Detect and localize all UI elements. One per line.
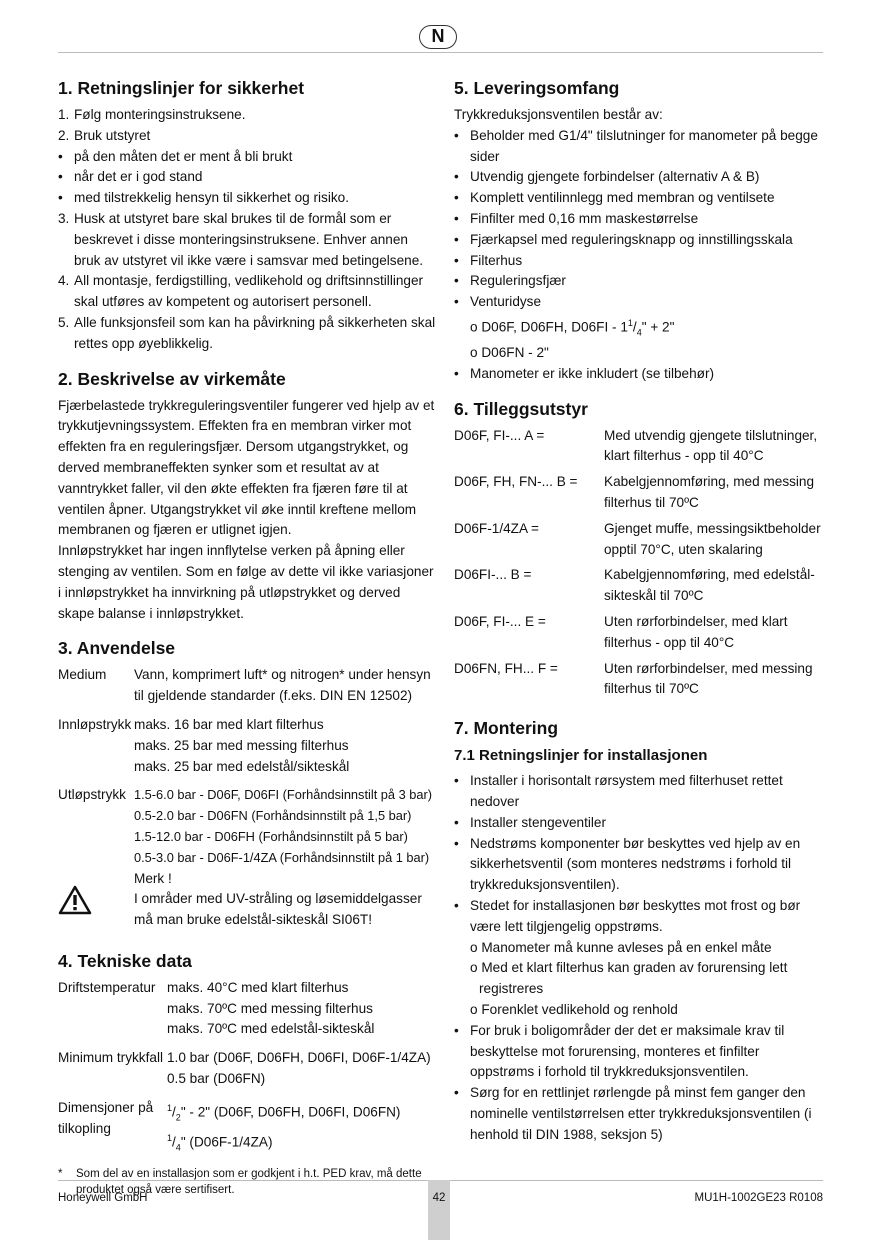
accessory-code: D06F, FI-... A = <box>454 427 545 443</box>
section-technical-data <box>58 949 438 1198</box>
list-item-text: Finfilter med 0,16 mm maskestørrelse <box>470 210 699 226</box>
section-6-title: 6. Tilleggsutstyr <box>454 398 588 419</box>
list-marker: • <box>454 252 459 268</box>
temperature-value: maks. 40°C med klart filterhus <box>167 979 349 995</box>
right-column <box>454 76 824 1158</box>
sublist-item: o Forenklet vedlikehold og renhold <box>470 1001 678 1017</box>
accessory-code: D06F, FI-... E = <box>454 613 546 629</box>
list-item-text: med tilstrekkelig hensyn til sikkerhet og risiko. <box>74 190 350 206</box>
list-item <box>454 896 824 938</box>
list-item <box>454 251 824 272</box>
section-installation <box>454 716 824 1145</box>
inlet-pressure-values <box>134 715 438 777</box>
list-item-text: Komplett ventilinnlegg med membran og ventilsete <box>470 190 775 206</box>
delivery-intro: Trykkreduksjonsventilen består av: <box>454 107 663 122</box>
list-item-text: All montasje, ferdigstilling, vedlikehold og driftsinnstillinger skal utføres av kompetent og autorisert personell. <box>74 273 424 310</box>
section-3-title: 3. Anvendelse <box>58 638 176 659</box>
connection-size-label <box>58 1098 167 1158</box>
list-item <box>454 271 824 292</box>
venturi-option-text: o D06F, D06FH, D06FI - 1 <box>470 319 628 335</box>
accessory-description: Uten rørforbindelser, med messing filterhus til 70ºC <box>604 660 813 697</box>
list-item-text: Reguleringsfjær <box>470 273 566 289</box>
list-item <box>58 271 438 313</box>
accessory-description: Kabelgjennomføring, med edelstål-sikteskål til 70ºC <box>604 567 815 604</box>
pressure-drop-label: Minimum trykkfall <box>58 1050 163 1066</box>
list-item-text: på den måten det er ment å bli brukt <box>74 148 293 164</box>
temperature-value: maks. 70ºC med messing filterhus <box>167 1000 373 1016</box>
list-item <box>454 1021 824 1083</box>
accessory-row <box>454 472 824 514</box>
pressure-drop-values <box>167 1048 438 1090</box>
list-marker: 1. <box>58 107 70 122</box>
section-safety <box>58 76 438 355</box>
medium-value: Vann, komprimert luft* og nitrogen* under hensyn til gjeldende standarder (f.eks. DIN EN 12502) <box>134 667 431 704</box>
accessory-code: D06F-1/4ZA = <box>454 520 540 536</box>
outlet-value: 1.5-6.0 bar - D06F, D06FI (Forhåndsinnstilt på 3 bar) <box>134 787 433 803</box>
list-marker: • <box>454 835 459 851</box>
inlet-pressure-row <box>58 715 438 777</box>
delivery-list <box>454 126 824 313</box>
outlet-value: 0.5-2.0 bar - D06FN (Forhåndsinnstilt på 1,5 bar) <box>134 808 412 824</box>
accessory-row <box>454 612 824 654</box>
connection-size-values <box>167 1098 438 1158</box>
section-accessories <box>454 397 824 701</box>
list-marker: • <box>454 897 459 913</box>
outlet-pressure-values <box>134 785 438 868</box>
fraction-numerator: 1 <box>627 317 633 328</box>
list-item-text: Fjærkapsel med reguleringsknapp og innstillingsskala <box>470 231 793 247</box>
accessory-row <box>454 659 824 701</box>
list-marker: 3. <box>58 210 70 226</box>
connection-size-label-line: tilkopling <box>58 1120 111 1136</box>
list-marker: • <box>58 148 63 164</box>
footer-company: Honeywell GmbH <box>58 1192 148 1204</box>
list-item <box>454 292 824 313</box>
list-item <box>58 209 438 271</box>
list-marker: 5. <box>58 314 70 330</box>
warning-body: I områder med UV-stråling og løsemiddelgasser må man bruke edelstål-sikteskål SI06T! <box>134 891 422 928</box>
fraction-denominator: 4 <box>636 327 642 338</box>
accessory-row <box>454 519 824 561</box>
venturi-option-text: " + 2" <box>641 319 675 335</box>
bullet: • <box>454 365 459 381</box>
list-item <box>454 167 824 188</box>
fraction-denominator: 4 <box>175 1142 181 1153</box>
connection-size-value: $^1/_2$" - 2" (D06F, D06FH, D06FI, D06FN) <box>167 1102 401 1123</box>
header-rule <box>58 52 823 53</box>
sublist-item: o Manometer må kunne avleses på en enkel måte <box>470 939 772 955</box>
list-item <box>58 313 438 355</box>
accessory-row <box>454 565 824 607</box>
inlet-value: maks. 25 bar med edelstål/sikteskål <box>134 758 350 774</box>
list-marker: • <box>454 169 459 185</box>
footnote-text: Som del av en installasjon som er godkjent i h.t. PED krav, må dette produktet også være sertifisert. <box>76 1167 422 1196</box>
section-delivery-scope <box>454 76 824 385</box>
section-function <box>58 367 438 625</box>
installation-sublist <box>454 938 824 1021</box>
fraction-numerator: 1 <box>167 1102 173 1113</box>
medium-label: Medium <box>58 667 107 683</box>
uv-warning <box>58 869 438 931</box>
temperature-values <box>167 978 438 1040</box>
inlet-value: maks. 16 bar med klart filterhus <box>134 716 324 732</box>
pressure-drop-row <box>58 1048 438 1090</box>
temperature-value: maks. 70ºC med edelstål-sikteskål <box>167 1021 375 1037</box>
warning-icon <box>58 885 134 915</box>
outlet-pressure-row <box>58 785 438 868</box>
accessory-code: D06F, FH, FN-... B = <box>454 474 578 490</box>
language-badge: N <box>419 25 457 49</box>
list-marker: 4. <box>58 273 70 289</box>
list-item-text: Filterhus <box>470 252 523 268</box>
footnote-mark: * <box>58 1167 63 1180</box>
list-item-text: Utvendig gjengete forbindelser (alternativ A & B) <box>470 169 760 185</box>
list-item <box>58 105 438 126</box>
list-marker: • <box>454 294 459 310</box>
list-item <box>454 813 824 834</box>
temperature-label: Driftstemperatur <box>58 979 156 995</box>
list-item-text: Manometer er ikke inkludert (se tilbehør) <box>470 365 715 381</box>
sublist-item: o Med et klart filterhus kan graden av forurensing lett registreres <box>470 960 788 997</box>
list-marker: • <box>454 127 459 143</box>
page-number: 42 <box>432 1192 446 1204</box>
list-item <box>454 126 824 168</box>
connection-size-text: " - 2" (D06F, D06FH, D06FI, D06FN) <box>180 1104 401 1120</box>
list-item <box>58 147 438 168</box>
pressure-drop-value: 1.0 bar (D06F, D06FH, D06FI, D06F-1/4ZA) <box>167 1050 431 1066</box>
fraction-numerator: 1 <box>167 1132 173 1143</box>
installation-list <box>454 771 824 937</box>
accessory-description: Med utvendig gjengete tilslutninger, klart filterhus - opp til 40°C <box>604 427 818 464</box>
temperature-row <box>58 978 438 1040</box>
warning-text <box>134 869 438 931</box>
medium-row <box>58 665 438 707</box>
list-marker: • <box>58 169 63 185</box>
connection-size-row <box>58 1098 438 1158</box>
list-marker: • <box>454 773 459 789</box>
list-marker: • <box>454 190 459 206</box>
list-marker: • <box>454 814 459 830</box>
list-item <box>454 364 824 385</box>
list-item <box>454 188 824 209</box>
outlet-value: 1.5-12.0 bar - D06FH (Forhåndsinnstilt på 5 bar) <box>134 828 408 844</box>
installation-list-continued <box>454 1021 824 1146</box>
section-application <box>58 636 438 931</box>
outlet-pressure-label: Utløpstrykk <box>58 787 126 803</box>
list-item-text: Nedstrøms komponenter bør beskyttes ved hjelp av en sikkerhetsventil (som monteres nedstrøms i forhold til trykkreduksjonsventilen). <box>470 835 801 893</box>
footer-doc-id: MU1H-1002GE23 R0108 <box>694 1192 823 1204</box>
list-item <box>58 126 438 147</box>
list-item-text: Installer stengeventiler <box>470 814 607 830</box>
list-marker: • <box>454 1085 459 1101</box>
section-1-title: 1. Retningslinjer for sikkerhet <box>58 78 305 98</box>
connection-size-text: " (D06F-1/4ZA) <box>180 1134 273 1150</box>
list-item-text: Alle funksjonsfeil som kan ha påvirkning på sikkerheten skal rettes opp øyeblikkelig. <box>74 314 436 351</box>
list-item <box>454 834 824 896</box>
list-item-text: Følg monteringsinstruksene. <box>74 107 246 122</box>
section-7-title: 7. Montering <box>454 718 559 739</box>
accessory-description: Uten rørforbindelser, med klart filterhus - opp til 40°C <box>604 613 788 650</box>
section-4-title: 4. Tekniske data <box>58 950 192 971</box>
venturi-option: o D06F, D06FH, $D06FI - 1^1/_4$" + 2" <box>470 317 675 338</box>
section-2-title: 2. Beskrivelse av virkemåte <box>58 368 286 389</box>
list-item-text: Husk at utstyret bare skal brukes til de formål som er beskrevet i disse monteringsinstruksene. Enhver annen bruk av utstyret vil ikke være i samsvar med betingelsene. <box>74 210 424 268</box>
inlet-pressure-label: Innløpstrykk <box>58 716 132 732</box>
function-paragraph-2: Innløpstrykket har ingen innflytelse verken på åpning eller stenging av ventilen. Som en følge av dette vil ikke variasjoner i innløpstrykket ha innvirkning på utløpstrykket og derved skape balanse i innløpstrykket. <box>58 543 434 621</box>
left-column <box>58 76 438 1210</box>
accessory-description: Gjenget muffe, messingsiktbeholder opptil 70°C, uten skalaring <box>604 520 821 557</box>
list-item-text: Sørg for en rettlinjet rørlengde på minst fem ganger den nominelle ventilstørrelsen etter trykkreduksjonsventilen (i henhold til DIN 1988, seksjon 5) <box>470 1085 812 1142</box>
list-item-text: Venturidyse <box>470 294 542 310</box>
page-number-tab <box>428 1180 450 1240</box>
list-item-text: Stedet for installasjonen bør beskyttes mot frost og bør være lett tilgjengelig oppstrøms. <box>470 897 801 934</box>
outlet-value: 0.5-3.0 bar - D06F-1/4ZA (Forhåndsinnstilt på 1 bar) <box>134 849 430 865</box>
list-item <box>454 209 824 230</box>
accessory-code: D06FI-... B = <box>454 567 532 583</box>
accessories-list <box>454 426 824 701</box>
list-marker: • <box>454 273 459 289</box>
list-item-text: Beholder med G1/4" tilslutninger for manometer på begge sider <box>470 127 818 164</box>
list-marker: • <box>454 231 459 247</box>
list-marker: 2. <box>58 127 70 143</box>
pressure-drop-value: 0.5 bar (D06FN) <box>167 1071 266 1087</box>
section-5-title: 5. Leveringsomfang <box>454 78 620 98</box>
list-item-text: Bruk utstyret <box>74 127 151 143</box>
warning-title: Merk ! <box>134 870 172 886</box>
list-item <box>58 188 438 209</box>
list-item-text: når det er i god stand <box>74 169 203 185</box>
connection-size-label-line: Dimensjoner på <box>58 1099 154 1115</box>
accessory-code: D06FN, FH... F = <box>454 660 558 676</box>
list-marker: • <box>454 1022 459 1038</box>
list-marker: • <box>58 190 63 206</box>
list-item <box>454 1083 824 1145</box>
accessory-row <box>454 426 824 468</box>
safety-list <box>58 105 438 355</box>
fraction-denominator: 2 <box>175 1112 181 1123</box>
list-item <box>58 167 438 188</box>
venturi-option: o D06FN - 2" <box>470 345 549 361</box>
list-marker: • <box>454 210 459 226</box>
accessory-description: Kabelgjennomføring, med messing filterhus til 70ºC <box>604 474 815 510</box>
function-paragraph-1: Fjærbelastede trykkreguleringsventiler fungerer ved hjelp av et trykkutjevningssystem. Effekten fra en membran virker mot effekten fra en reguleringsfjær. Dersom utgangstrykket, og derved membraneffekten synker som et resultat av at vanntrykket faller, vil den økte effekten fra fjæren føre til at ventilen åpner. Utgangstrykket vil øke inntil kreftene mellom membranen og fjæren er utlignet igjen. <box>58 397 435 538</box>
list-item-text: For bruk i boligområder der det er maksimale krav til beskyttelse mot forurensing, monteres et finfilter oppstrøms i forhold til trykkreduksjonsventilen. <box>470 1022 785 1080</box>
inlet-value: maks. 25 bar med messing filterhus <box>134 737 349 753</box>
section-7-1-title: 7.1 Retningslinjer for installasjonen <box>454 747 708 765</box>
connection-size-value: $^1/_4$" (D06F-1/4ZA) <box>167 1132 273 1153</box>
list-item <box>454 771 824 813</box>
list-item-text: Installer i horisontalt rørsystem med filterhuset rettet nedover <box>470 773 783 809</box>
list-item <box>454 230 824 251</box>
